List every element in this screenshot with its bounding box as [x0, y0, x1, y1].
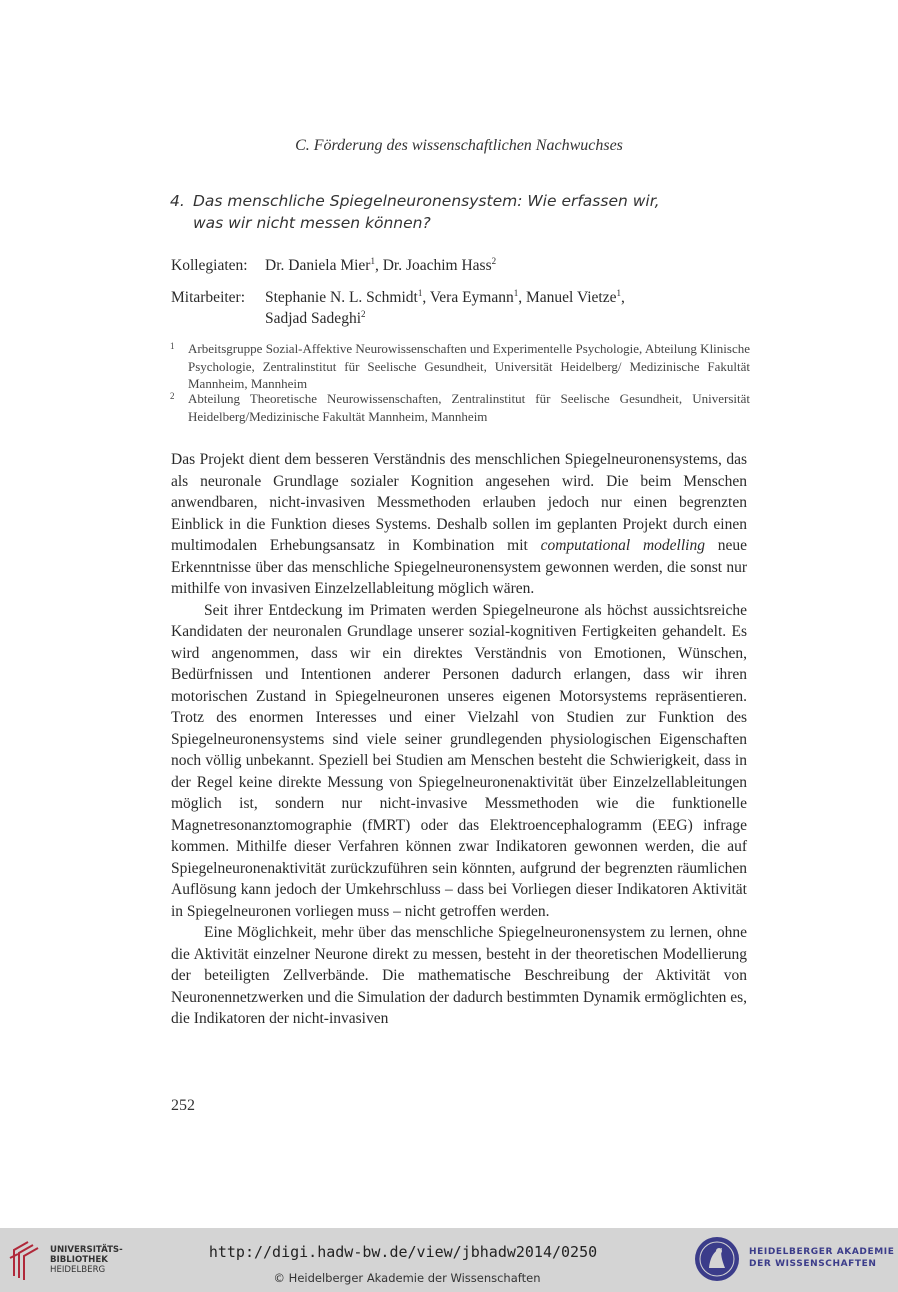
affiliation-mark: 1 [370, 255, 375, 266]
emphasis: computational modelling [540, 537, 705, 554]
affiliation-mark: 1 [417, 287, 423, 298]
mitarbeiter-name: Manuel Vietze [526, 289, 617, 306]
hadw-logo-line-1: HEIDELBERGER AKADEMIE [749, 1247, 895, 1257]
mitarbeiter-label: Mitarbeiter: [171, 289, 246, 306]
name-separator: , [620, 289, 625, 306]
source-url-link[interactable]: http://digi.hadw-bw.de/view/jbhadw2014/0250 [208, 1243, 598, 1261]
kollegiaten-label: Kollegiaten: [171, 257, 248, 274]
affiliation-mark: 1 [513, 287, 519, 298]
footnote-mark: 1 [170, 341, 175, 351]
mitarbeiter-names [265, 287, 765, 329]
mitarbeiter-name: Vera Eymann [429, 289, 514, 306]
page-number: 252 [171, 1097, 195, 1114]
kollegiaten-names [265, 255, 765, 276]
running-head: C. Förderung des wissenschaftlichen Nachwuchses [295, 137, 623, 154]
section-title-line-2: was wir nicht messen können? [193, 214, 431, 232]
paragraph-3: Eine Möglichkeit, mehr über das menschliche Spiegelneuronensystem zu lernen, ohne die Aktivität einzelner Neurone direkt zu messen, besteht in der theoretischen Modellierung der beteiligten Zellverbände. Die mathematische Beschreibung der Aktivität von Neuronennetzwerken und die Simulation der dadurch bestimmten Dynamik ermöglichten es, die Indikatoren der nicht-invasiven [171, 924, 747, 1027]
kollegiat-name: Dr. Daniela Mier [265, 257, 371, 274]
paragraph-1 [171, 449, 747, 600]
mitarbeiter-name: Stephanie N. L. Schmidt [265, 289, 418, 306]
paragraph-1-text-cont: neue Erkenntnisse über das menschliche Spiegelneuronensystem gewonnen werden, die sonst nur mithilfe von invasiven Einzelzellableitung möglich wären. [171, 537, 748, 597]
affiliation-mark: 2 [491, 255, 497, 266]
section-title [170, 190, 730, 234]
footnote-text: Arbeitsgruppe Sozial-Affektive Neurowissenschaften und Experimentelle Psychologie, Abteilung Klinische Psychologie, Zentralinstitut für Seelische Gesundheit, Universität Heidelberg/ Medizinische Fakultät Mannheim, Mannheim [188, 341, 750, 391]
section-number: 4. [170, 192, 185, 210]
affiliation-mark: 1 [616, 287, 621, 298]
footnote-mark: 2 [170, 391, 175, 401]
name-separator: , [374, 257, 383, 274]
paragraph-1-text: Das Projekt dient dem besseren Verständnis des menschlichen Spiegelneuronensystems, das als neuronale Grundlage sozialer Kognition angesehen wird. Die beim Menschen anwendbaren, nicht-invasiven Messmethoden erlauben jedoch nur einen begrenzten Einblick in die Funktion dieses Systems. Deshalb sollen im geplanten Projekt durch einen multimodalen Erhebungsansatz in Kombination mit [171, 451, 747, 554]
footnote-1 [170, 340, 750, 393]
affiliation-mark: 2 [361, 308, 366, 319]
name-separator: , [422, 289, 430, 306]
name-separator: , [518, 289, 526, 306]
kollegiat-name: Dr. Joachim Hass [382, 257, 492, 274]
paragraph-2: Seit ihrer Entdeckung im Primaten werden Spiegelneurone als höchst aussichtsreiche Kandidaten der neuronalen Grundlage unserer sozial-kognitiven Fertigkeiten gehandelt. Es wird angenommen, dass wir ein direktes Verständnis von Emotionen, Wünschen, Bedürfnissen und Intentionen anderer Personen dadurch erlangen, dass wir ihren motorischen Zustand in Spiegelneuronen unseres eigenen Motorsystems repräsentieren. Trotz des enormen Interesses und einer Vielzahl von Studien zur Funktion des Spiegelneuronensystems sind viele seiner grundlegenden physiologischen Eigenschaften noch völlig unbekannt. Speziell bei Studien am Menschen besteht die Schwierigkeit, dass in der Regel keine direkte Messung von Spiegelneuronenaktivität über Einzelzellableitungen möglich ist, sondern nur nicht-invasive Messmethoden wie die funktionelle Magnetresonanztomographie (fMRT) oder das Elektroencephalogramm (EEG) infrage kommen. Mithilfe dieser Verfahren können zwar Indikatoren gewonnen werden, die auf Spiegelneuronenaktivität zurückzuführen sein könnten, aufgrund der begrenzten räumlichen Auflösung kann jedoch der Umkehrschluss – dass bei Vorliegen dieser Indikatoren Aktivität in Spiegelneuronen vorliegen muss – nicht getroffen werden. [171, 601, 747, 920]
footnote-text: Abteilung Theoretische Neurowissenschaften, Zentralinstitut für Seelische Gesundheit, Universität Heidelberg/Medizinische Fakultät Mannheim, Mannheim [188, 391, 750, 424]
copyright-notice: © Heidelberger Akademie der Wissenschaften [273, 1271, 541, 1285]
ub-logo-line-1: UNIVERSITÄTS- [50, 1245, 123, 1255]
body-text [171, 449, 747, 1030]
footnote-2 [170, 390, 750, 425]
section-title-line-1: Das menschliche Spiegelneuronensystem: Wie erfassen wir, [193, 192, 660, 210]
hadw-logo-line-2: DER WISSENSCHAFTEN [749, 1259, 877, 1269]
ub-logo-line-3: HEIDELBERG [50, 1265, 106, 1275]
mitarbeiter-name: Sadjad Sadeghi [265, 310, 361, 327]
ub-logo-line-2: BIBLIOTHEK [50, 1255, 108, 1265]
